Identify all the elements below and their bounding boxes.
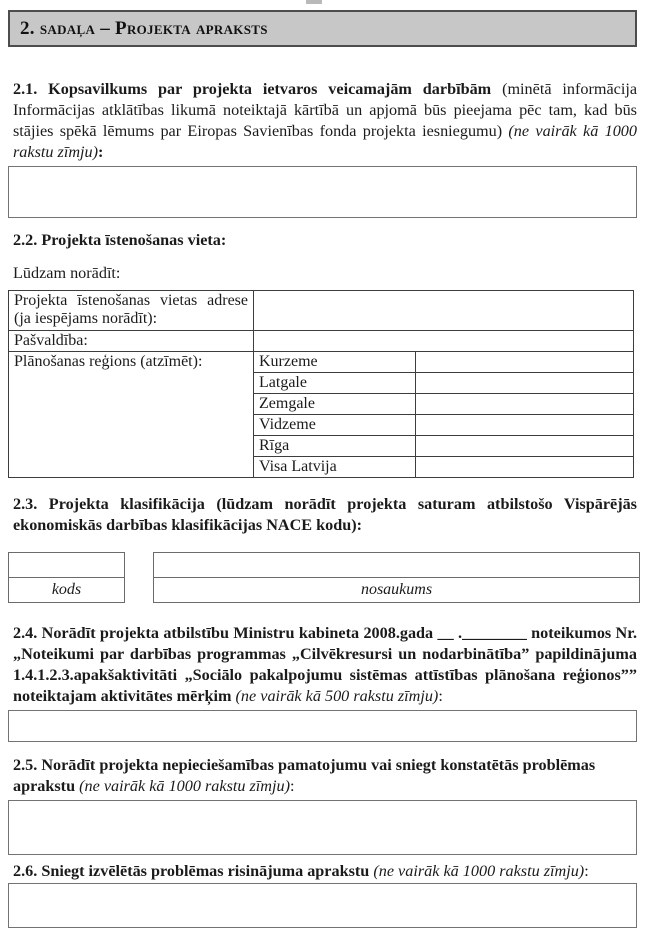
nace-code-table — [8, 552, 125, 603]
summary-input-box[interactable] — [8, 166, 637, 218]
solution-description-input-box[interactable] — [8, 883, 637, 928]
s25-char-limit: (ne vairāk kā 1000 rakstu zīmju) — [79, 777, 290, 795]
table-row — [9, 553, 125, 578]
nace-name-value-cell[interactable] — [154, 553, 640, 578]
section-2-4-paragraph — [13, 623, 637, 707]
nace-code-value-cell[interactable] — [9, 553, 125, 578]
section-2-2-note: Lūdzam norādīt: — [13, 264, 121, 282]
table-row — [9, 578, 125, 603]
s26-bold-text: 2.6. Sniegt izvēlētās problēmas risinājuma aprakstu — [13, 862, 374, 880]
table-row — [154, 578, 640, 603]
nace-name-table — [153, 552, 640, 603]
region-checkbox-cell-vidzeme[interactable] — [416, 415, 634, 436]
region-checkbox-cell-visa-latvija[interactable] — [416, 457, 634, 478]
table-row-municipality — [9, 331, 634, 352]
s25-bold-text: 2.5. Norādīt projekta nepieciešamības pamatojumu vai sniegt konstatētās problēmas aprakstu — [13, 756, 596, 795]
region-option-riga: Rīga — [254, 436, 416, 457]
section-2-5-paragraph — [13, 755, 637, 797]
s21-colon: : — [97, 143, 104, 161]
region-label-cell: Plānošanas reģions (atzīmēt): — [9, 352, 254, 478]
problem-justification-input-box[interactable] — [8, 800, 637, 855]
s21-bold-text: 2.1. Kopsavilkums par projekta ietvaros veicamajām darbībām — [13, 80, 503, 98]
table-row-address — [9, 291, 634, 331]
region-option-kurzeme: Kurzeme — [254, 352, 416, 373]
region-option-vidzeme: Vidzeme — [254, 415, 416, 436]
s21-char-limit: (ne vairāk kā 1000 rakstu zīmju) — [13, 122, 637, 161]
implementation-place-table — [8, 290, 634, 478]
objective-compliance-input-box[interactable] — [8, 710, 637, 742]
section-2-1-paragraph — [13, 79, 637, 163]
page-edge-artifact — [306, 0, 322, 4]
nace-name-label-cell: nosaukums — [154, 578, 640, 603]
address-label-cell: Projekta īstenošanas vietas adrese (ja iespējams norādīt): — [9, 291, 254, 331]
s26-char-limit: (ne vairāk kā 1000 rakstu zīmju) — [373, 862, 585, 880]
section-2-3-heading: 2.3. Projekta klasifikācija (lūdzam norādīt projekta saturam atbilstošo Vispārējās ekonomiskās darbības klasifikācijas NACE kodu): — [13, 495, 637, 534]
region-checkbox-cell-zemgale[interactable] — [416, 394, 634, 415]
address-value-cell[interactable] — [254, 291, 634, 331]
s24-colon: : — [438, 687, 443, 705]
municipality-value-cell[interactable] — [254, 331, 634, 352]
s24-char-limit: (ne vairāk kā 500 rakstu zīmju) — [235, 687, 439, 705]
region-checkbox-cell-latgale[interactable] — [416, 373, 634, 394]
nace-code-label-cell: kods — [9, 578, 125, 603]
section-2-6-paragraph — [13, 861, 637, 882]
region-option-latgale: Latgale — [254, 373, 416, 394]
table-row-region — [9, 352, 634, 373]
s21-normal-text: (minētā informācija Informācijas atklātības likumā noteiktajā kārtībā un apjomā būs pieejama pēc tam, kad būs stājies spēkā lēmums par Eiropas Savienības fonda projekta iesniegumu) — [13, 80, 638, 140]
region-option-zemgale: Zemgale — [254, 394, 416, 415]
section-title: 2. sadaļa – Projekta apraksts — [20, 17, 268, 39]
region-checkbox-cell-kurzeme[interactable] — [416, 352, 634, 373]
municipality-label-cell: Pašvaldība: — [9, 331, 254, 352]
table-row — [154, 553, 640, 578]
section-header-bar — [8, 10, 637, 47]
region-option-visa-latvija: Visa Latvija — [254, 457, 416, 478]
section-2-2-heading: 2.2. Projekta īstenošanas vieta: — [13, 231, 227, 249]
s24-bold-text: 2.4. Norādīt projekta atbilstību Ministru kabineta 2008.gada __ .________ noteikumos Nr. „Noteikumi par darbības programmas „Cilvēkresursi un nodarbinātība” papildinājuma 1.4.1.2.3.apakšaktivitāti „Sociālo pakalpojumu sistēmas attīstības plānošana reģionos”” noteiktajam aktivitātes mērķim — [13, 624, 637, 705]
s26-colon: : — [584, 862, 589, 880]
region-checkbox-cell-riga[interactable] — [416, 436, 634, 457]
s25-colon: : — [289, 777, 295, 795]
